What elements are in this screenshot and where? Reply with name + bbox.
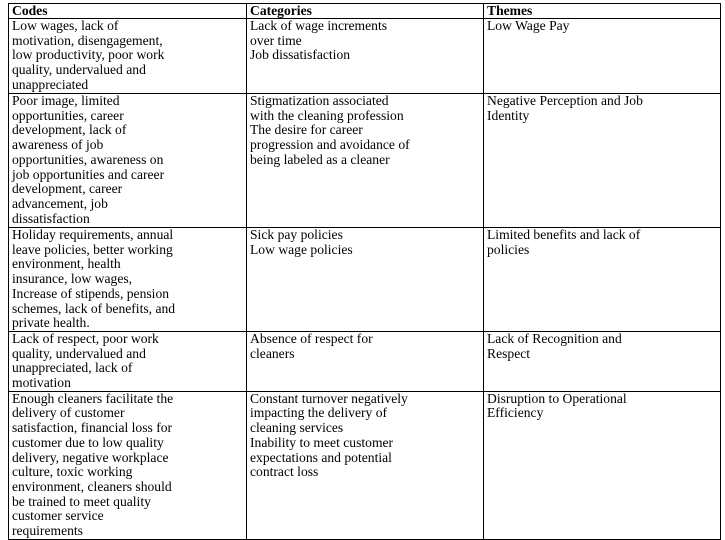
codes-cell: Lack of respect, poor work quality, undervalued and unappreciated, lack of motivation	[9, 331, 247, 391]
categories-cell: Constant turnover negatively impacting the delivery of cleaning services Inability to meet customer expectations and potential contract loss	[247, 391, 484, 539]
table-row	[9, 228, 721, 332]
themes-cell: Limited benefits and lack of policies	[484, 228, 721, 332]
categories-cell: Sick pay policies Low wage policies	[247, 228, 484, 332]
codes-categories-themes-table	[8, 3, 721, 540]
table-row	[9, 94, 721, 228]
categories-cell: Absence of respect for cleaners	[247, 331, 484, 391]
codes-cell: Enough cleaners facilitate the delivery of customer satisfaction, financial loss for customer due to low quality delivery, negative workplace culture, toxic working environment, cleaners should be trained to meet quality customer service requirements	[9, 391, 247, 539]
categories-cell: Lack of wage increments over time Job dissatisfaction	[247, 19, 484, 94]
header-themes: Themes	[484, 4, 721, 19]
header-categories: Categories	[247, 4, 484, 19]
table-row	[9, 331, 721, 391]
themes-cell: Low Wage Pay	[484, 19, 721, 94]
table-row	[9, 391, 721, 539]
table-row	[9, 19, 721, 94]
codes-cell: Holiday requirements, annual leave policies, better working environment, health insurance, low wages, Increase of stipends, pension schemes, lack of benefits, and private health.	[9, 228, 247, 332]
codes-cell: Poor image, limited opportunities, career development, lack of awareness of job opportunities, awareness on job opportunities and career development, career advancement, job dissatisfaction	[9, 94, 247, 228]
header-row	[9, 4, 721, 19]
themes-cell: Lack of Recognition and Respect	[484, 331, 721, 391]
themes-cell: Negative Perception and Job Identity	[484, 94, 721, 228]
categories-cell: Stigmatization associated with the cleaning profession The desire for career progression and avoidance of being labeled as a cleaner	[247, 94, 484, 228]
codes-cell: Low wages, lack of motivation, disengagement, low productivity, poor work quality, undervalued and unappreciated	[9, 19, 247, 94]
themes-cell: Disruption to Operational Efficiency	[484, 391, 721, 539]
header-codes: Codes	[9, 4, 247, 19]
